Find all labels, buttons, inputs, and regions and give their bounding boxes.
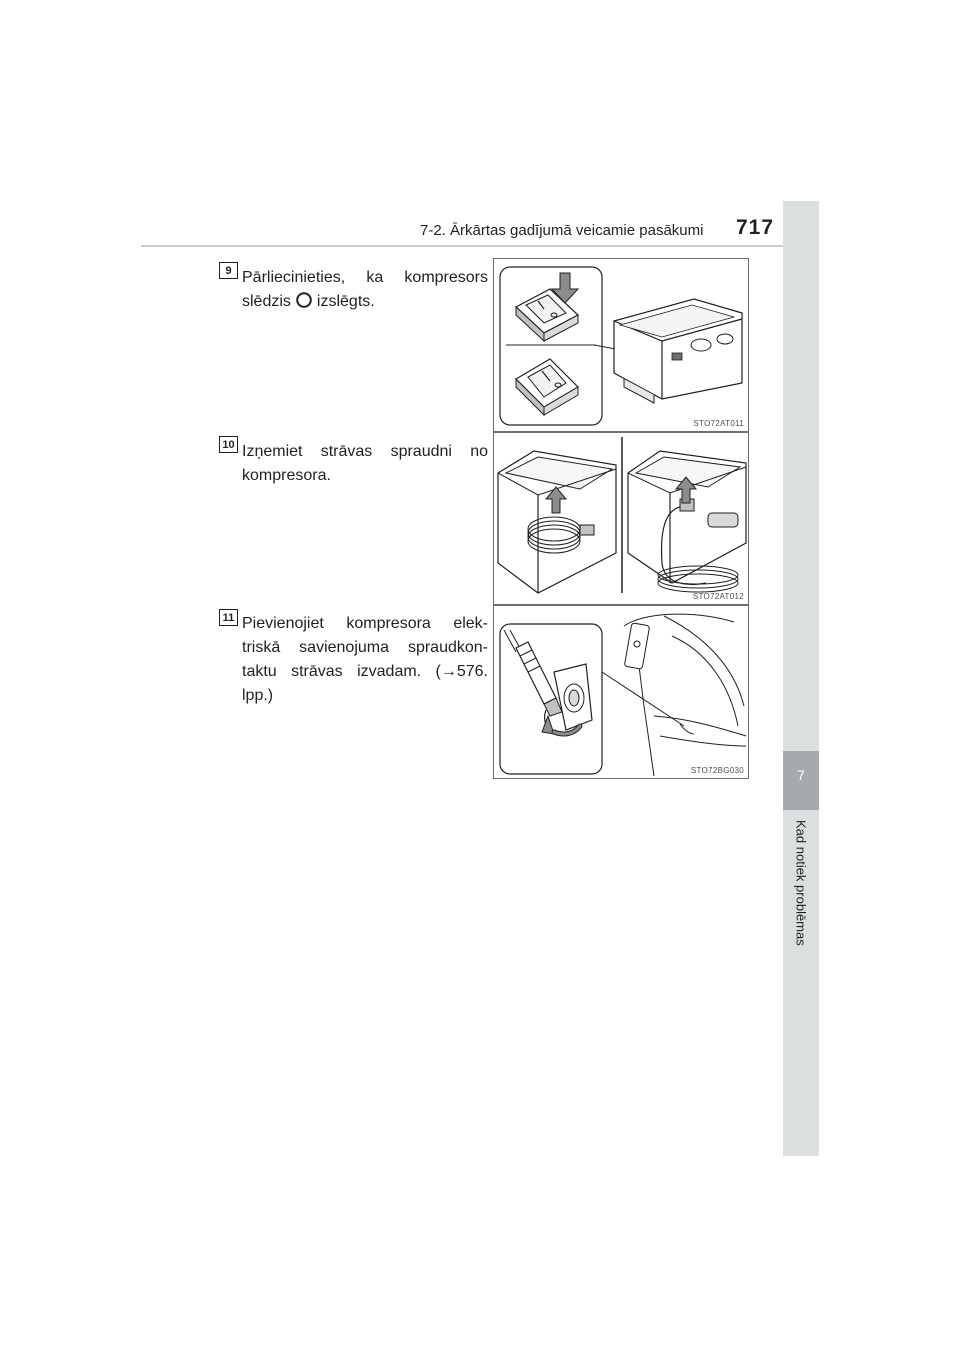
step-9-before-icon: slēdzis (242, 293, 291, 310)
power-off-circle-icon (295, 291, 313, 317)
step-number-10: 10 (219, 436, 238, 453)
figure-compressor-switch (493, 258, 749, 432)
step-10-text: Izņemiet strāvas spraudni no kompresora. (242, 443, 488, 484)
step-number-11: 11 (219, 609, 238, 626)
page-number: 717 (736, 216, 775, 239)
figure-code: STO72AT011 (693, 419, 744, 428)
header-rule (141, 245, 819, 247)
figure-code: STO72BG030 (690, 766, 744, 775)
step-9-text (242, 266, 488, 317)
step-9-line1: Pārliecinieties, ka kompresors (242, 269, 488, 286)
figure-remove-power-plug (493, 432, 749, 605)
running-header-section: 7-2. Ārkārtas gadījumā veicamie pasākumi (420, 222, 704, 239)
power-outlet-illustration (494, 606, 750, 780)
figure-code: STO72AT012 (692, 592, 744, 601)
chapter-title-text: Kad notiek problēmas (793, 820, 809, 946)
step-11-text: Pievienojiet kompresora elek-triskā savienojuma spraudkon-taktu strāvas izvadam. (→576. lpp.) (242, 615, 488, 704)
step-9-after-icon: izslēgts. (316, 293, 375, 310)
chapter-side-tab (783, 201, 819, 1156)
compressor-switch-illustration (494, 259, 750, 433)
remove-plug-illustration (494, 433, 750, 606)
chapter-title (782, 820, 820, 960)
step-number-9: 9 (219, 262, 238, 279)
figure-connect-power-outlet (493, 605, 749, 779)
chapter-number: 7 (797, 767, 805, 783)
